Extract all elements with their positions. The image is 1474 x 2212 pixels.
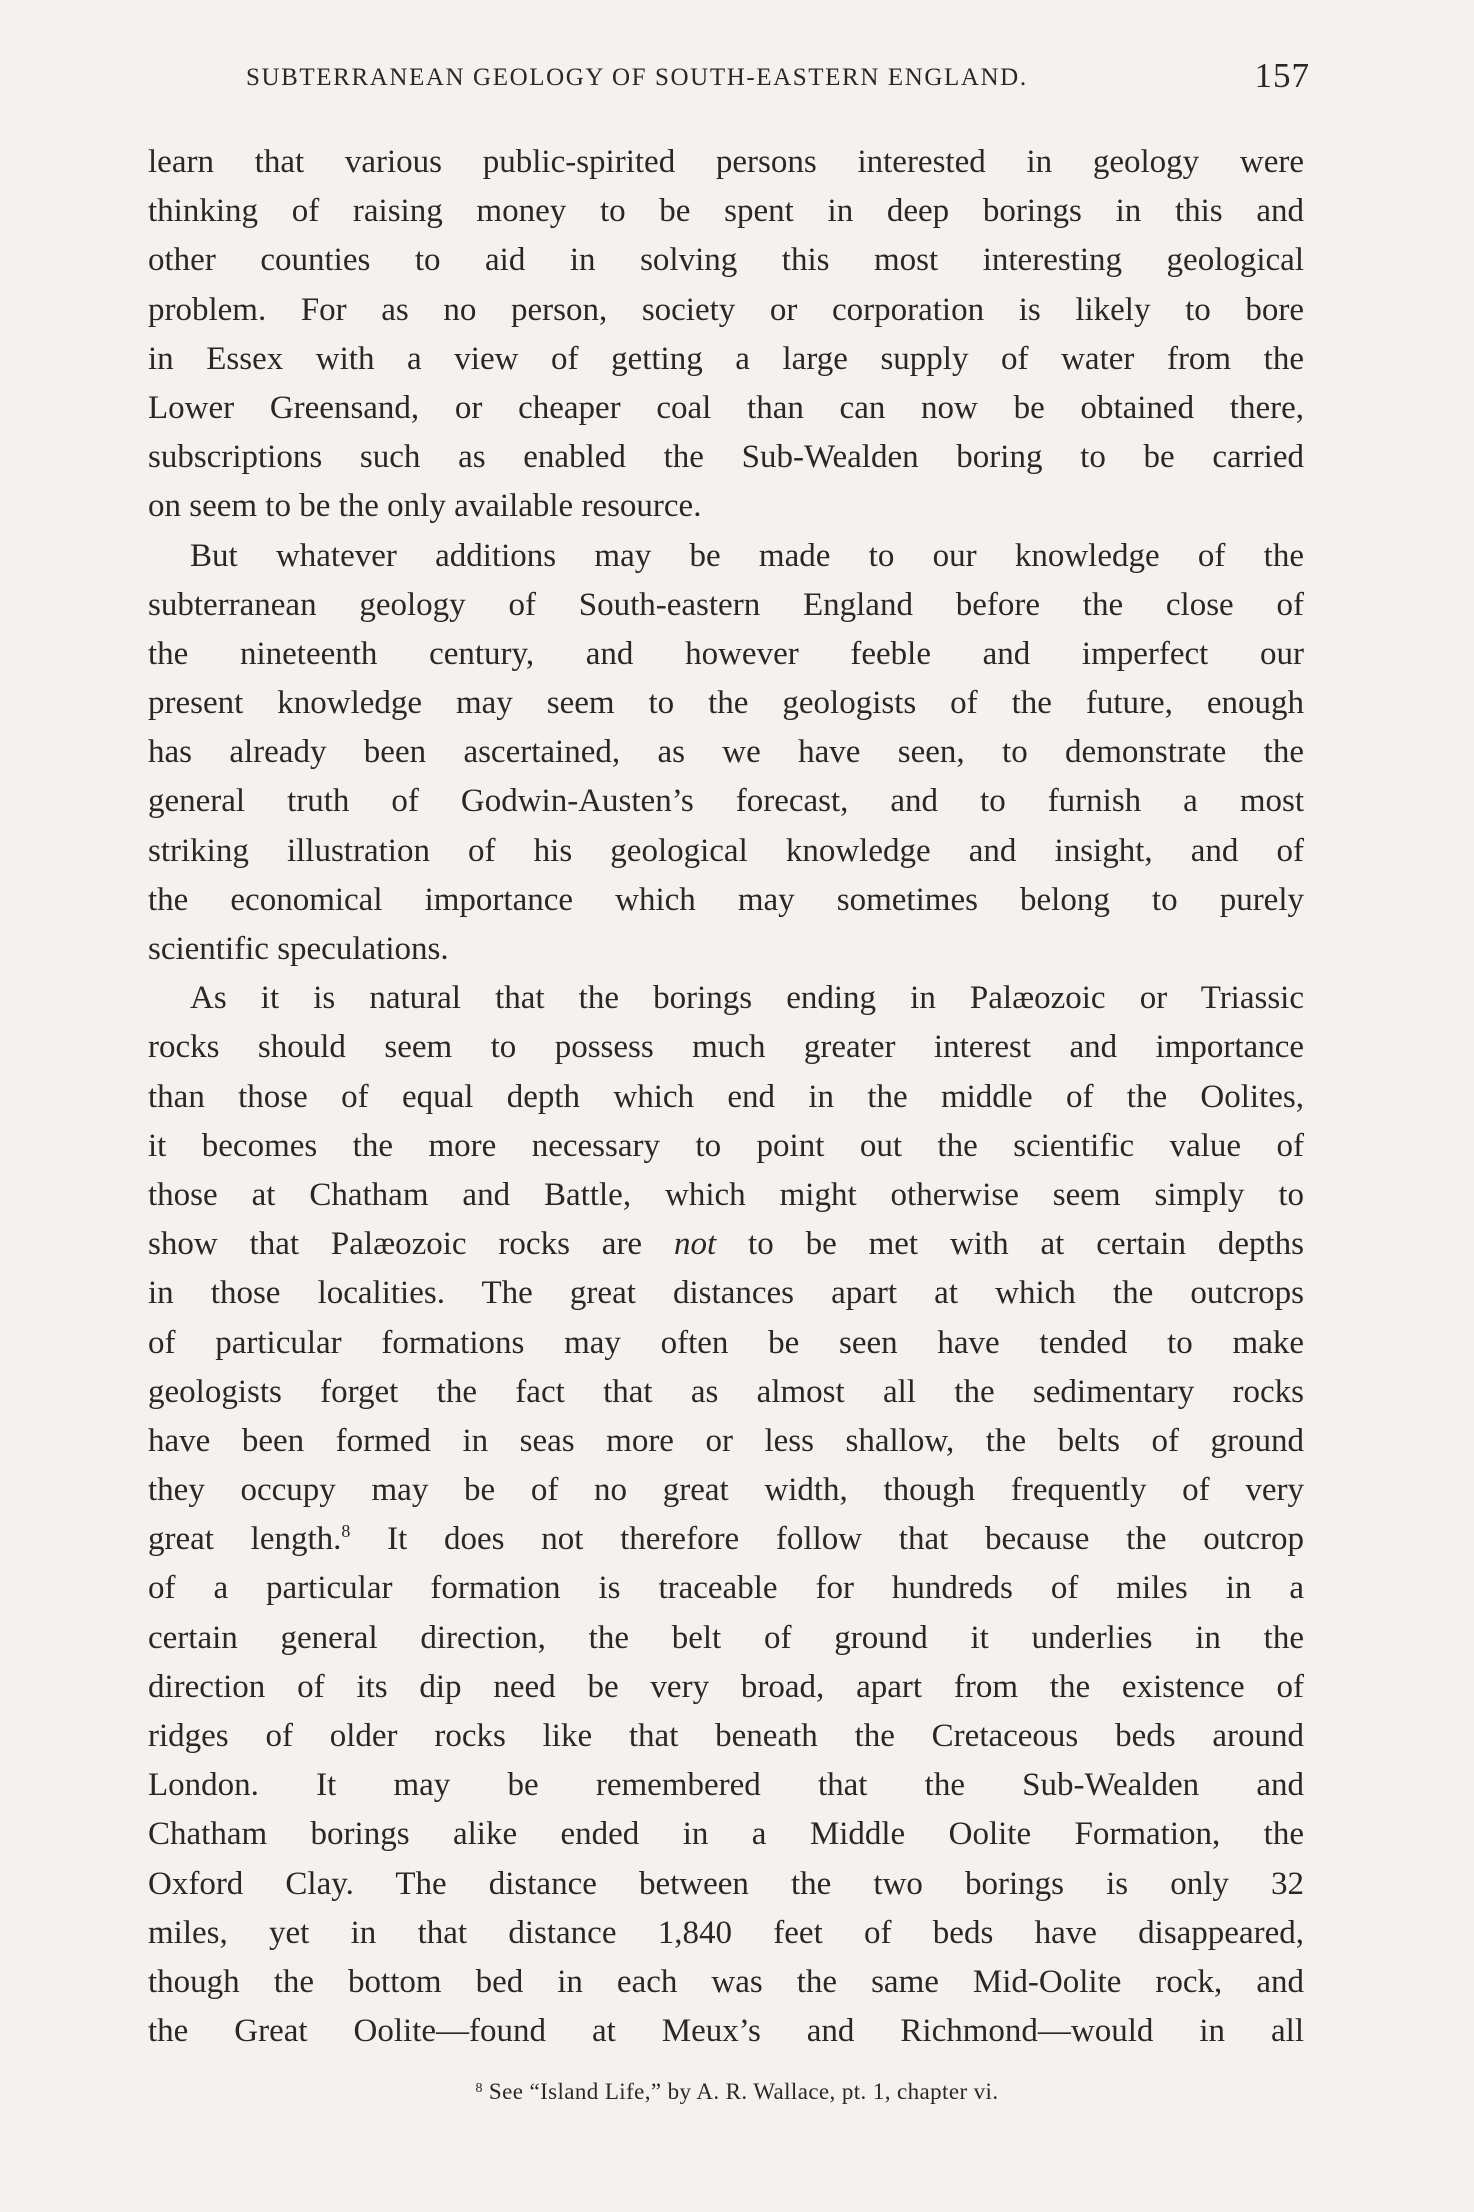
text-line: But whatever additions may be made to our knowledge of the — [190, 537, 1304, 574]
text-line: general truth of Godwin-Austen’s forecast, and to furnish a most — [148, 783, 1304, 820]
text-line: it becomes the more necessary to point out the scientific value of — [148, 1127, 1304, 1164]
text-line: have been formed in seas more or less shallow, the belts of ground — [148, 1422, 1304, 1459]
text-line: thinking of raising money to be spent in deep borings in this and — [148, 193, 1304, 230]
text-line: rocks should seem to possess much greater interest and importance — [148, 1029, 1304, 1066]
text-line: the nineteenth century, and however feeble and imperfect our — [148, 635, 1304, 672]
text-line: they occupy may be of no great width, though frequently of very — [148, 1472, 1304, 1509]
footnote — [0, 2073, 1474, 2108]
text-line: great length.$^8$ It does not therefore follow that because the outcrop — [148, 1521, 1305, 1558]
text-line: striking illustration of his geological knowledge and insight, and of — [148, 832, 1304, 869]
text-line: geologists forget the fact that as almost all the sedimentary rocks — [148, 1373, 1304, 1410]
body-text — [148, 138, 1304, 2056]
text-line: London. It may be remembered that the Sub-Wealden and — [148, 1767, 1304, 1804]
text-line: Chatham borings alike ended in a Middle Oolite Formation, the — [148, 1816, 1304, 1853]
text-line: direction of its dip need be very broad, apart from the existence of — [148, 1668, 1304, 1705]
text-line: learn that various public-spirited persons interested in geology were — [148, 144, 1304, 180]
text-line: on seem to be the only available resource. — [148, 488, 702, 525]
text-line: has already been ascertained, as we have seen, to demonstrate the — [148, 734, 1304, 771]
text-line: miles, yet in that distance 1,840 feet of beds have disappeared, — [148, 1914, 1304, 1951]
text-line: certain general direction, the belt of ground it underlies in the — [148, 1619, 1304, 1656]
text-line: Oxford Clay. The distance between the two borings is only 32 — [148, 1865, 1304, 1902]
text-line: the Great Oolite—found at Meux’s and Richmond—would in all — [148, 2013, 1304, 2050]
text-line: scientific speculations. — [148, 931, 449, 967]
text-line: ridges of older rocks like that beneath the Cretaceous beds around — [148, 1718, 1304, 1754]
text-line: present knowledge may seem to the geologists of the future, enough — [148, 685, 1304, 722]
text-line: those at Chatham and Battle, which might otherwise seem simply to — [148, 1176, 1304, 1213]
text-line: in Essex with a view of getting a large supply of water from the — [148, 340, 1304, 377]
text-line: the economical importance which may sometimes belong to purely — [148, 881, 1304, 918]
footnote-marker: 8 — [475, 2081, 483, 2096]
running-title: SUBTERRANEAN GEOLOGY OF SOUTH-EASTERN ENGLAND. — [246, 64, 1028, 91]
footnote-text: See “Island Life,” by A. R. Wallace, pt. 1, chapter vi. — [488, 2079, 999, 2104]
text-line: of particular formations may often be seen have tended to make — [148, 1324, 1304, 1361]
text-line: subterranean geology of South-eastern England before the close of — [148, 586, 1304, 623]
text-line: of a particular formation is traceable for hundreds of miles in a — [148, 1570, 1304, 1607]
running-head — [246, 58, 1310, 98]
text-line: than those of equal depth which end in the middle of the Oolites, — [148, 1078, 1304, 1115]
text-line: problem. For as no person, society or corporation is likely to bore — [148, 291, 1304, 328]
text-line: though the bottom bed in each was the same Mid-Oolite rock, and — [148, 1963, 1304, 2000]
text-line: in those localities. The great distances apart at which the outcrops — [148, 1275, 1304, 1312]
text-line: other counties to aid in solving this most interesting geological — [148, 242, 1304, 279]
page-number: 157 — [1254, 56, 1310, 95]
text-line: Lower Greensand, or cheaper coal than can now be obtained there, — [148, 389, 1304, 426]
text-line: show that Palæozoic rocks are not to be met with at certain depths — [148, 1226, 1305, 1263]
text-line: As it is natural that the borings ending in Palæozoic or Triassic — [190, 980, 1304, 1017]
text-line: subscriptions such as enabled the Sub-Wealden boring to be carried — [148, 439, 1304, 476]
